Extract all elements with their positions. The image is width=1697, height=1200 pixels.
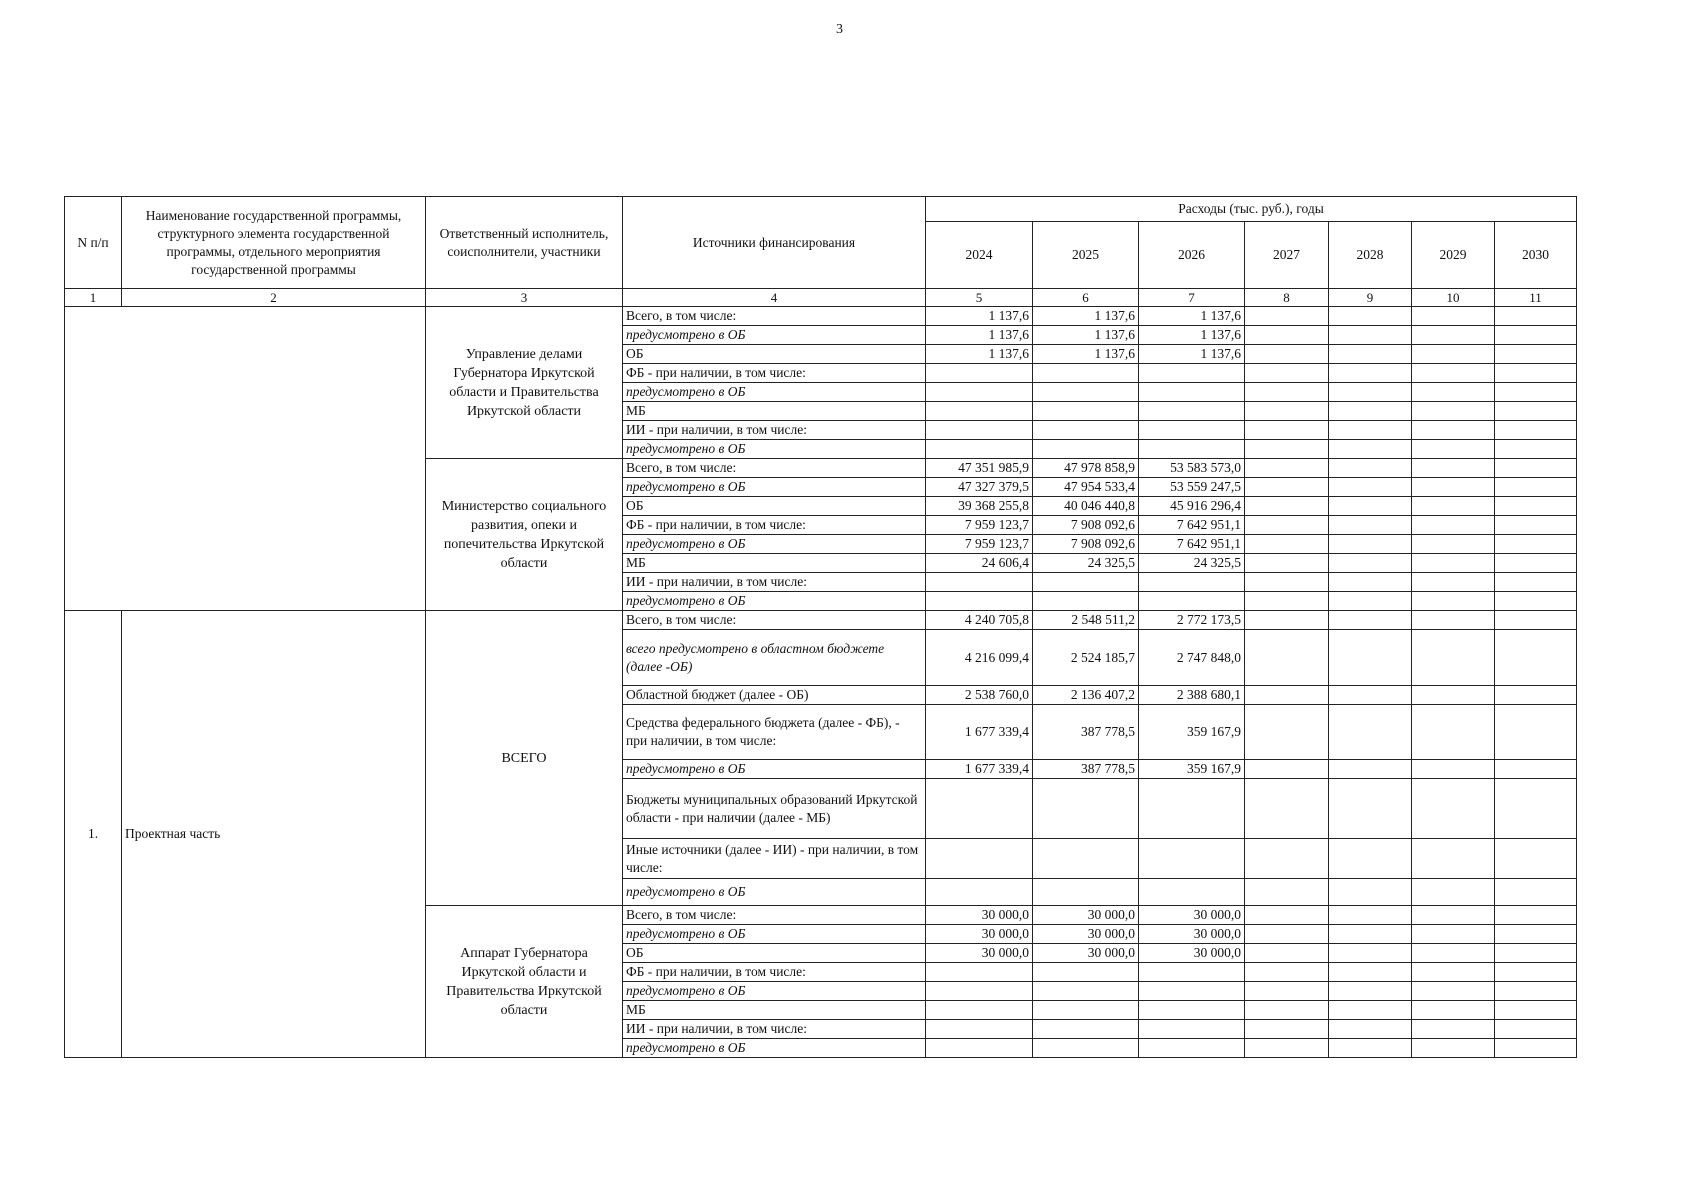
value-cell: 359 167,9	[1139, 705, 1245, 760]
value-cell: 1 137,6	[1033, 326, 1139, 345]
value-cell: 7 908 092,6	[1033, 516, 1139, 535]
value-cell	[926, 383, 1033, 402]
value-cell	[1245, 1001, 1329, 1020]
value-cell	[1033, 879, 1139, 906]
value-cell	[1412, 1020, 1495, 1039]
value-cell	[1033, 1039, 1139, 1058]
value-cell	[1495, 686, 1577, 705]
value-cell	[1329, 402, 1412, 421]
value-cell	[1245, 925, 1329, 944]
col-name-header: Наименование государственной программы, структурного элемента государственной программы, отдельного мероприятия государственной программы	[122, 197, 426, 289]
value-cell	[1412, 1039, 1495, 1058]
column-number: 11	[1495, 289, 1577, 307]
source-cell: ИИ - при наличии, в том числе:	[623, 573, 926, 592]
value-cell	[1495, 535, 1577, 554]
source-cell: Всего, в том числе:	[623, 906, 926, 925]
value-cell	[1245, 554, 1329, 573]
value-cell	[1495, 906, 1577, 925]
value-cell: 2 136 407,2	[1033, 686, 1139, 705]
value-cell	[1139, 1020, 1245, 1039]
value-cell: 39 368 255,8	[926, 497, 1033, 516]
value-cell	[1412, 459, 1495, 478]
column-number: 4	[623, 289, 926, 307]
value-cell	[1329, 326, 1412, 345]
value-cell	[1412, 944, 1495, 963]
value-cell	[926, 839, 1033, 879]
value-cell	[1495, 440, 1577, 459]
value-cell	[1033, 383, 1139, 402]
value-cell	[1245, 944, 1329, 963]
value-cell	[1495, 760, 1577, 779]
value-cell	[1412, 611, 1495, 630]
value-cell	[926, 573, 1033, 592]
value-cell	[1412, 345, 1495, 364]
value-cell	[1245, 760, 1329, 779]
value-cell	[1245, 779, 1329, 839]
budget-table	[64, 196, 1577, 1058]
value-cell	[1412, 478, 1495, 497]
value-cell	[1329, 630, 1412, 686]
value-cell: 30 000,0	[1139, 944, 1245, 963]
value-cell	[1329, 383, 1412, 402]
value-cell	[1495, 497, 1577, 516]
value-cell	[1495, 554, 1577, 573]
value-cell	[1245, 1039, 1329, 1058]
year-header: 2025	[1033, 222, 1139, 289]
value-cell	[1329, 592, 1412, 611]
value-cell: 47 327 379,5	[926, 478, 1033, 497]
source-cell: предусмотрено в ОБ	[623, 440, 926, 459]
value-cell	[1412, 879, 1495, 906]
value-cell	[1329, 478, 1412, 497]
value-cell	[926, 982, 1033, 1001]
value-cell	[1329, 760, 1412, 779]
value-cell	[1495, 1001, 1577, 1020]
value-cell: 7 642 951,1	[1139, 516, 1245, 535]
value-cell	[1495, 383, 1577, 402]
value-cell	[1245, 839, 1329, 879]
year-header: 2030	[1495, 222, 1577, 289]
value-cell	[1245, 573, 1329, 592]
value-cell	[1495, 478, 1577, 497]
value-cell	[1329, 686, 1412, 705]
value-cell	[1329, 440, 1412, 459]
value-cell	[1412, 497, 1495, 516]
source-cell: ОБ	[623, 497, 926, 516]
value-cell	[1033, 592, 1139, 611]
value-cell	[1495, 982, 1577, 1001]
value-cell	[1329, 705, 1412, 760]
value-cell	[1495, 925, 1577, 944]
value-cell	[1412, 779, 1495, 839]
value-cell: 30 000,0	[926, 944, 1033, 963]
value-cell	[1139, 1039, 1245, 1058]
value-cell	[1033, 779, 1139, 839]
value-cell	[1495, 611, 1577, 630]
value-cell	[1412, 963, 1495, 982]
value-cell	[1495, 345, 1577, 364]
value-cell	[1329, 497, 1412, 516]
value-cell	[1329, 573, 1412, 592]
section-name: Проектная часть	[122, 611, 426, 1058]
value-cell	[1412, 686, 1495, 705]
value-cell: 2 538 760,0	[926, 686, 1033, 705]
value-cell: 1 137,6	[926, 326, 1033, 345]
value-cell	[1495, 1020, 1577, 1039]
value-cell	[1329, 879, 1412, 906]
value-cell	[1033, 421, 1139, 440]
value-cell	[1329, 611, 1412, 630]
value-cell: 30 000,0	[1033, 906, 1139, 925]
source-cell: предусмотрено в ОБ	[623, 478, 926, 497]
value-cell	[1245, 592, 1329, 611]
page-number: 3	[836, 22, 843, 37]
value-cell	[926, 592, 1033, 611]
source-cell: предусмотрено в ОБ	[623, 760, 926, 779]
value-cell	[1033, 1001, 1139, 1020]
col-source-header: Источники финансирования	[623, 197, 926, 289]
column-number: 8	[1245, 289, 1329, 307]
value-cell	[926, 402, 1033, 421]
value-cell: 2 388 680,1	[1139, 686, 1245, 705]
value-cell	[1139, 963, 1245, 982]
year-header: 2027	[1245, 222, 1329, 289]
value-cell	[926, 421, 1033, 440]
column-number: 2	[122, 289, 426, 307]
value-cell	[1412, 326, 1495, 345]
year-header: 2024	[926, 222, 1033, 289]
value-cell	[926, 879, 1033, 906]
year-header: 2026	[1139, 222, 1245, 289]
value-cell	[1329, 779, 1412, 839]
value-cell: 1 677 339,4	[926, 705, 1033, 760]
value-cell	[1495, 944, 1577, 963]
value-cell	[1245, 686, 1329, 705]
value-cell	[1412, 402, 1495, 421]
value-cell	[1139, 982, 1245, 1001]
value-cell: 24 325,5	[1033, 554, 1139, 573]
value-cell	[1245, 705, 1329, 760]
value-cell	[1329, 1020, 1412, 1039]
expenses-header: Расходы (тыс. руб.), годы	[926, 197, 1577, 222]
value-cell	[1495, 879, 1577, 906]
year-header: 2028	[1329, 222, 1412, 289]
value-cell: 4 216 099,4	[926, 630, 1033, 686]
source-cell: Областной бюджет (далее - ОБ)	[623, 686, 926, 705]
value-cell	[1139, 573, 1245, 592]
value-cell	[1329, 345, 1412, 364]
value-cell	[1329, 906, 1412, 925]
blank-merged-cell	[65, 307, 426, 611]
value-cell: 53 559 247,5	[1139, 478, 1245, 497]
value-cell	[1495, 459, 1577, 478]
section-number: 1.	[65, 611, 122, 1058]
source-cell: предусмотрено в ОБ	[623, 535, 926, 554]
value-cell	[1245, 516, 1329, 535]
value-cell	[1245, 440, 1329, 459]
value-cell: 47 954 533,4	[1033, 478, 1139, 497]
value-cell	[1412, 535, 1495, 554]
value-cell	[1412, 1001, 1495, 1020]
value-cell	[1412, 630, 1495, 686]
value-cell: 47 351 985,9	[926, 459, 1033, 478]
source-cell: предусмотрено в ОБ	[623, 1039, 926, 1058]
value-cell: 45 916 296,4	[1139, 497, 1245, 516]
value-cell	[1245, 383, 1329, 402]
source-cell: ОБ	[623, 944, 926, 963]
value-cell	[1245, 611, 1329, 630]
value-cell	[1495, 307, 1577, 326]
value-cell: 1 137,6	[926, 307, 1033, 326]
value-cell	[1329, 554, 1412, 573]
value-cell	[1412, 592, 1495, 611]
value-cell	[926, 1001, 1033, 1020]
source-cell: всего предусмотрено в областном бюджете (далее -ОБ)	[623, 630, 926, 686]
source-cell: предусмотрено в ОБ	[623, 592, 926, 611]
value-cell	[1412, 440, 1495, 459]
column-number: 6	[1033, 289, 1139, 307]
value-cell	[1245, 345, 1329, 364]
source-cell: ФБ - при наличии, в том числе:	[623, 364, 926, 383]
value-cell	[1495, 516, 1577, 535]
executor-cell: Министерство социального развития, опеки и попечительства Иркутской области	[426, 459, 623, 611]
value-cell: 4 240 705,8	[926, 611, 1033, 630]
source-cell: предусмотрено в ОБ	[623, 982, 926, 1001]
source-cell: Иные источники (далее - ИИ) - при наличии, в том числе:	[623, 839, 926, 879]
value-cell	[926, 440, 1033, 459]
value-cell	[1033, 982, 1139, 1001]
year-header: 2029	[1412, 222, 1495, 289]
source-cell: предусмотрено в ОБ	[623, 326, 926, 345]
source-cell: предусмотрено в ОБ	[623, 383, 926, 402]
source-cell: ФБ - при наличии, в том числе:	[623, 516, 926, 535]
value-cell: 2 524 185,7	[1033, 630, 1139, 686]
value-cell	[1412, 421, 1495, 440]
value-cell	[1329, 364, 1412, 383]
value-cell: 1 137,6	[1139, 326, 1245, 345]
value-cell	[1329, 839, 1412, 879]
value-cell: 1 137,6	[1033, 307, 1139, 326]
source-cell: МБ	[623, 554, 926, 573]
value-cell: 359 167,9	[1139, 760, 1245, 779]
value-cell: 30 000,0	[1033, 925, 1139, 944]
col-num-header: N п/п	[65, 197, 122, 289]
value-cell: 1 137,6	[926, 345, 1033, 364]
column-number: 3	[426, 289, 623, 307]
source-cell: ФБ - при наличии, в том числе:	[623, 963, 926, 982]
column-number: 7	[1139, 289, 1245, 307]
value-cell	[926, 779, 1033, 839]
value-cell: 2 548 511,2	[1033, 611, 1139, 630]
value-cell	[1412, 307, 1495, 326]
source-cell: предусмотрено в ОБ	[623, 879, 926, 906]
source-cell: Всего, в том числе:	[623, 459, 926, 478]
value-cell	[926, 1039, 1033, 1058]
value-cell	[1245, 906, 1329, 925]
value-cell: 30 000,0	[1139, 906, 1245, 925]
value-cell: 2 747 848,0	[1139, 630, 1245, 686]
value-cell	[926, 364, 1033, 383]
value-cell	[1329, 307, 1412, 326]
value-cell	[1033, 963, 1139, 982]
value-cell	[1245, 879, 1329, 906]
value-cell	[1412, 760, 1495, 779]
value-cell	[1495, 839, 1577, 879]
value-cell	[1033, 1020, 1139, 1039]
value-cell: 1 677 339,4	[926, 760, 1033, 779]
value-cell	[1329, 982, 1412, 1001]
value-cell	[1412, 554, 1495, 573]
value-cell	[1139, 779, 1245, 839]
value-cell	[1329, 535, 1412, 554]
value-cell	[926, 1020, 1033, 1039]
value-cell: 7 959 123,7	[926, 535, 1033, 554]
table-row	[65, 307, 1577, 326]
value-cell	[1495, 630, 1577, 686]
value-cell	[1329, 516, 1412, 535]
value-cell	[1329, 459, 1412, 478]
value-cell	[1412, 982, 1495, 1001]
column-number: 9	[1329, 289, 1412, 307]
value-cell: 1 137,6	[1139, 307, 1245, 326]
value-cell	[1412, 925, 1495, 944]
value-cell: 7 959 123,7	[926, 516, 1033, 535]
value-cell	[1495, 592, 1577, 611]
value-cell	[1495, 705, 1577, 760]
col-executor-header: Ответственный исполнитель, соисполнители, участники	[426, 197, 623, 289]
value-cell	[1412, 705, 1495, 760]
executor-cell: ВСЕГО	[426, 611, 623, 906]
value-cell	[1495, 573, 1577, 592]
value-cell	[1329, 925, 1412, 944]
source-cell: Средства федерального бюджета (далее - ФБ), - при наличии, в том числе:	[623, 705, 926, 760]
source-cell: предусмотрено в ОБ	[623, 925, 926, 944]
column-number: 10	[1412, 289, 1495, 307]
column-number: 1	[65, 289, 122, 307]
value-cell	[1139, 364, 1245, 383]
value-cell	[1245, 963, 1329, 982]
value-cell	[1139, 402, 1245, 421]
value-cell: 30 000,0	[926, 925, 1033, 944]
value-cell: 24 606,4	[926, 554, 1033, 573]
value-cell	[1139, 839, 1245, 879]
value-cell	[1245, 1020, 1329, 1039]
value-cell	[1033, 839, 1139, 879]
value-cell: 24 325,5	[1139, 554, 1245, 573]
table-row	[65, 611, 1577, 630]
value-cell	[1139, 421, 1245, 440]
value-cell: 1 137,6	[1033, 345, 1139, 364]
value-cell	[1139, 879, 1245, 906]
source-cell: Всего, в том числе:	[623, 611, 926, 630]
value-cell	[1245, 630, 1329, 686]
value-cell	[1033, 573, 1139, 592]
value-cell	[1033, 402, 1139, 421]
value-cell	[1495, 402, 1577, 421]
value-cell	[1245, 478, 1329, 497]
value-cell	[1139, 440, 1245, 459]
value-cell: 30 000,0	[926, 906, 1033, 925]
value-cell	[1495, 364, 1577, 383]
source-cell: Бюджеты муниципальных образований Иркутской области - при наличии (далее - МБ)	[623, 779, 926, 839]
value-cell	[1412, 906, 1495, 925]
value-cell	[1245, 421, 1329, 440]
value-cell: 47 978 858,9	[1033, 459, 1139, 478]
value-cell	[1495, 1039, 1577, 1058]
value-cell: 30 000,0	[1139, 925, 1245, 944]
value-cell	[1495, 779, 1577, 839]
value-cell: 2 772 173,5	[1139, 611, 1245, 630]
value-cell: 7 908 092,6	[1033, 535, 1139, 554]
value-cell	[1412, 516, 1495, 535]
value-cell	[1329, 944, 1412, 963]
value-cell	[1245, 307, 1329, 326]
value-cell	[1495, 963, 1577, 982]
value-cell: 30 000,0	[1033, 944, 1139, 963]
column-number: 5	[926, 289, 1033, 307]
value-cell	[1495, 326, 1577, 345]
value-cell	[1139, 383, 1245, 402]
value-cell	[1329, 1039, 1412, 1058]
value-cell: 7 642 951,1	[1139, 535, 1245, 554]
value-cell	[1245, 402, 1329, 421]
value-cell	[1329, 1001, 1412, 1020]
value-cell	[1245, 982, 1329, 1001]
source-cell: МБ	[623, 402, 926, 421]
value-cell	[1412, 364, 1495, 383]
value-cell	[1412, 573, 1495, 592]
value-cell	[1412, 839, 1495, 879]
executor-cell: Аппарат Губернатора Иркутской области и Правительства Иркутской области	[426, 906, 623, 1058]
value-cell	[1033, 440, 1139, 459]
value-cell	[1245, 326, 1329, 345]
value-cell	[1245, 459, 1329, 478]
value-cell	[1329, 963, 1412, 982]
value-cell	[1139, 592, 1245, 611]
value-cell	[1495, 421, 1577, 440]
value-cell: 387 778,5	[1033, 760, 1139, 779]
value-cell	[1245, 497, 1329, 516]
value-cell	[926, 963, 1033, 982]
value-cell	[1329, 421, 1412, 440]
value-cell: 387 778,5	[1033, 705, 1139, 760]
source-cell: ИИ - при наличии, в том числе:	[623, 421, 926, 440]
source-cell: ИИ - при наличии, в том числе:	[623, 1020, 926, 1039]
executor-cell: Управление делами Губернатора Иркутской области и Правительства Иркутской области	[426, 307, 623, 459]
source-cell: ОБ	[623, 345, 926, 364]
value-cell	[1139, 1001, 1245, 1020]
value-cell: 40 046 440,8	[1033, 497, 1139, 516]
value-cell: 1 137,6	[1139, 345, 1245, 364]
source-cell: Всего, в том числе:	[623, 307, 926, 326]
value-cell	[1412, 383, 1495, 402]
value-cell	[1033, 364, 1139, 383]
value-cell	[1245, 535, 1329, 554]
value-cell: 53 583 573,0	[1139, 459, 1245, 478]
source-cell: МБ	[623, 1001, 926, 1020]
value-cell	[1245, 364, 1329, 383]
